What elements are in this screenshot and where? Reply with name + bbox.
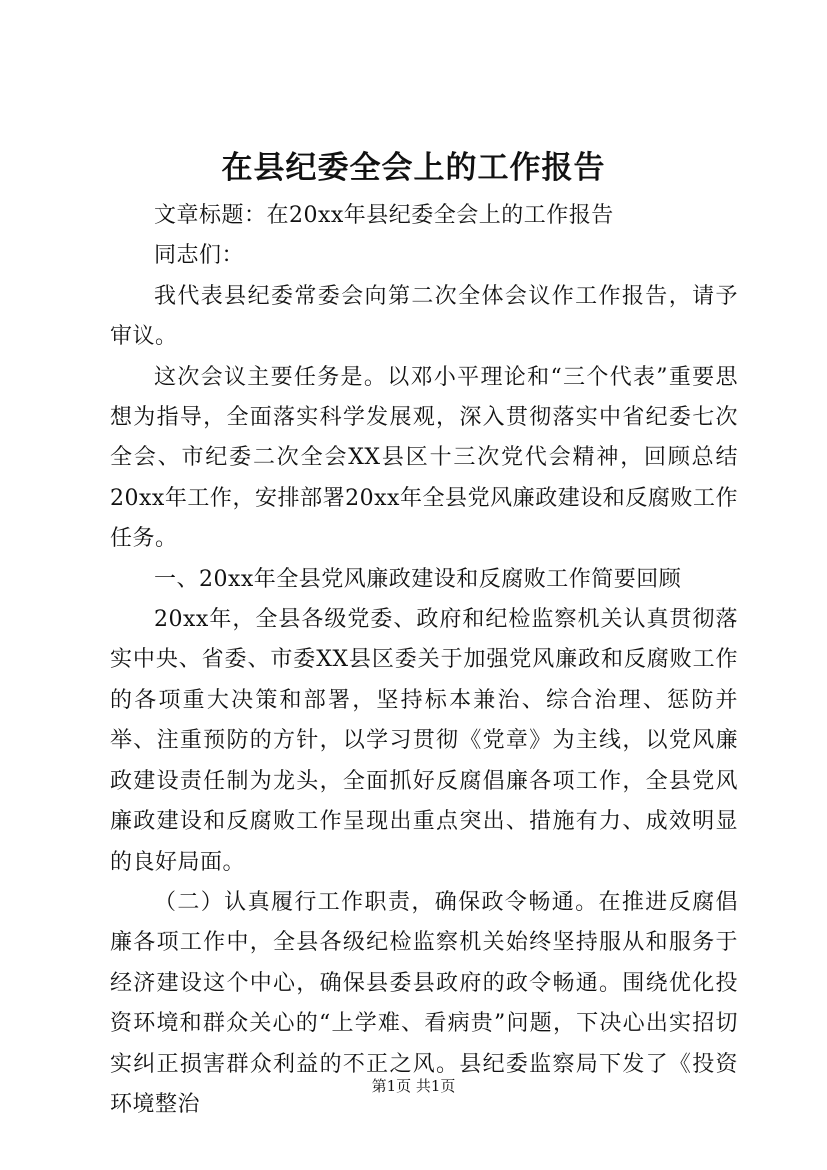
document-title: 在县纪委全会上的工作报告 (221, 150, 606, 186)
paragraph: 我代表县纪委常委会向第二次全体会议作工作报告，请予审议。 (110, 283, 738, 350)
document-body (110, 196, 738, 1125)
paragraph: 20xx年，全县各级党委、政府和纪检监察机关认真贯彻落实中央、省委、市委XX县区委关于加强党风廉政和反腐败工作的各项重大决策和部署，坚持标本兼治、综合治理、惩防并举、注重预防的方针，以学习贯彻《党章》为主线，以党风廉政建设责任制为龙头，全面抓好反腐倡廉各项工作，全县党风廉政建设和反腐败工作呈现出重点突出、措施有力、成效明显的良好局面。 (110, 607, 738, 875)
section-heading: 一、20xx年全县党风廉政建设和反腐败工作简要回顾 (154, 566, 682, 592)
article-title-line: 文章标题：在20xx年县纪委全会上的工作报告 (154, 203, 614, 228)
page-footer: 第1页 共1页 (371, 1077, 456, 1095)
paragraph: （二）认真履行工作职责，确保政令畅通。在推进反腐倡廉各项工作中，全县各级纪检监察机关始终坚持服从和服务于经济建设这个中心，确保县委县政府的政令畅通。围绕优化投资环境和群众关心的“上学难、看病贵”问题，下决心出实招切实纠正损害群众利益的不正之风。县纪委监察局下发了《投资环境整治 (110, 889, 738, 1117)
paragraph: 这次会议主要任务是。以邓小平理论和“三个代表”重要思想为指导，全面落实科学发展观，深入贯彻落实中省纪委七次全会、市纪委二次全会XX县区十三次党代会精神，回顾总结20xx年工作，安排部署20xx年全县党风廉政建设和反腐败工作任务。 (110, 364, 738, 552)
salutation: 同志们： (154, 243, 245, 269)
